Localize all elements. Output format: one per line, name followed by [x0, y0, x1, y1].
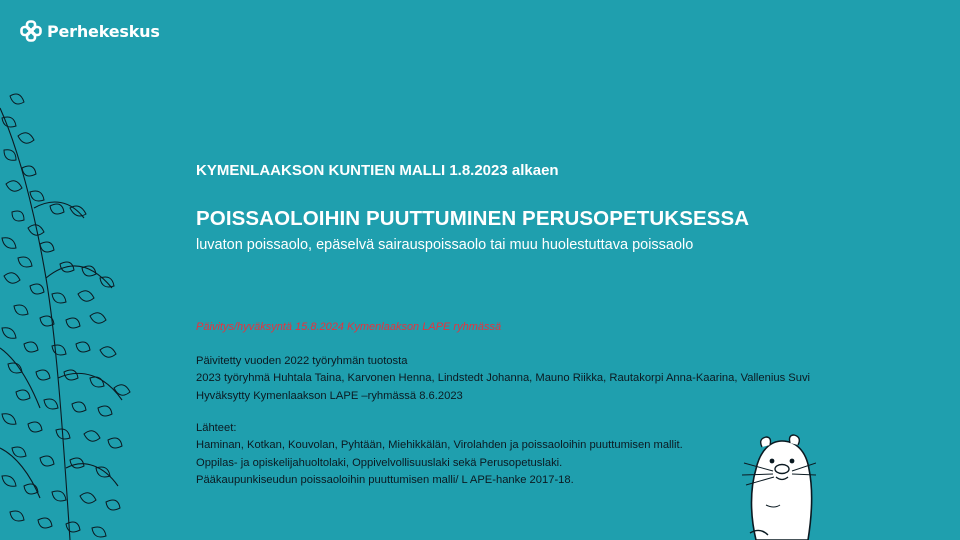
info-block — [196, 353, 810, 405]
model-label: KYMENLAAKSON KUNTIEN MALLI 1.8.2023 alkaen — [196, 162, 559, 179]
otter-mascot-illustration — [736, 425, 816, 540]
source-line: Haminan, Kotkan, Kouvolan, Pyhtään, Miehikkälän, Virolahden ja poissaoloihin puuttumisen mallit. — [196, 439, 683, 452]
update-note: Päivitys/hyväksyntä 15.8.2024 Kymenlaakson LAPE ryhmässä — [196, 321, 502, 333]
page-subtitle: luvaton poissaolo, epäselvä sairauspoissaolo tai muu huolestuttava poissaolo — [196, 237, 694, 253]
source-line: Oppilas- ja opiskelijahuoltolaki, Oppivelvollisuuslaki sekä Perusopetuslaki. — [196, 456, 563, 469]
info-line: Päivitetty vuoden 2022 työryhmän tuotosta — [196, 355, 408, 367]
leaf-branches-illustration — [0, 88, 140, 540]
info-line: 2023 työryhmä Huhtala Taina, Karvonen Henna, Lindstedt Johanna, Mauno Riikka, Rautakorpi Anna-Kaarina, Vallenius Suvi — [196, 372, 811, 385]
info-line: Hyväksytty Kymenlaakson LAPE –ryhmässä 8.6.2023 — [196, 389, 463, 402]
brand-logo — [20, 20, 160, 42]
page-title: POISSAOLOIHIN PUUTTUMINEN PERUSOPETUKSESSA — [196, 207, 750, 230]
sources-block — [196, 420, 683, 489]
title-block — [196, 162, 916, 253]
brand-name: Perhekeskus — [47, 21, 160, 41]
sources-heading: Lähteet: — [196, 422, 237, 434]
perhekeskus-cross-icon — [20, 20, 42, 42]
source-line: Pääkaupunkiseudun poissaoloihin puuttumisen malli/ L APE-hanke 2017-18. — [196, 473, 574, 486]
